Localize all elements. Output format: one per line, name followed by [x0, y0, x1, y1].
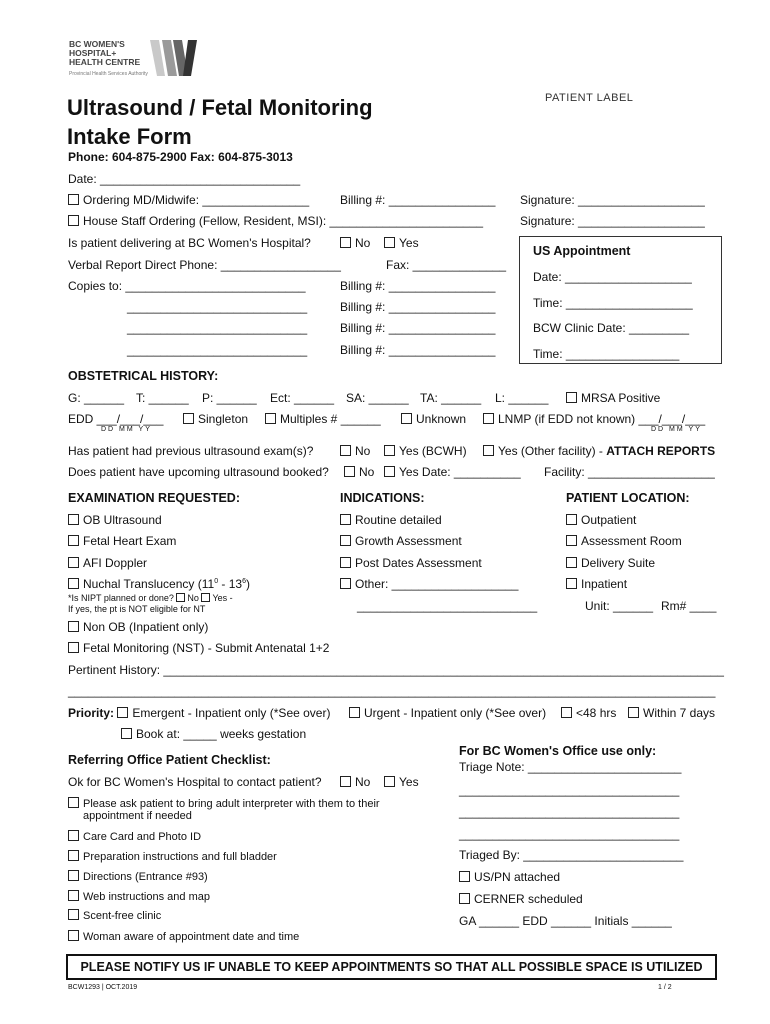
- prev-us-bcwh-label: Yes (BCWH): [399, 444, 467, 458]
- footer-notice: PLEASE NOTIFY US IF UNABLE TO KEEP APPOINTMENTS SO THAT ALL POSSIBLE SPACE IS UTILIZED: [66, 954, 717, 980]
- singleton-label: Singleton: [198, 412, 249, 426]
- signature-2[interactable]: Signature: ___________________: [520, 214, 705, 228]
- cerner-checkbox[interactable]: [459, 893, 470, 904]
- title-line1: Ultrasound / Fetal Monitoring: [67, 95, 373, 120]
- non-ob-label: Non OB (Inpatient only): [83, 620, 209, 634]
- directions-label: Directions (Entrance #93): [83, 871, 208, 883]
- copies-line-2[interactable]: ___________________________: [127, 321, 308, 335]
- fetal-heart-checkbox[interactable]: [68, 535, 79, 546]
- clinic-date-field[interactable]: BCW Clinic Date: _________: [533, 321, 690, 335]
- page-number: 1 / 2: [658, 984, 672, 991]
- other-indication-line[interactable]: ___________________________: [357, 599, 538, 613]
- prev-us-bcwh-checkbox[interactable]: [384, 445, 395, 456]
- delivering-no-label: No: [355, 236, 371, 250]
- referring-checklist-heading: Referring Office Patient Checklist:: [68, 753, 271, 767]
- facility-field[interactable]: Facility: ___________________: [544, 465, 715, 479]
- triage-note-field[interactable]: Triage Note: _______________________: [459, 760, 682, 774]
- delivery-suite-label: Delivery Suite: [581, 556, 656, 570]
- within7-label: Within 7 days: [643, 706, 716, 720]
- us-appointment-title: US Appointment: [533, 244, 631, 258]
- signature-1[interactable]: Signature: ___________________: [520, 193, 705, 207]
- multiples-checkbox[interactable]: [265, 413, 276, 424]
- delivering-yes-checkbox[interactable]: [384, 237, 395, 248]
- upcoming-no-checkbox[interactable]: [344, 466, 355, 477]
- prev-us-no-label: No: [355, 444, 371, 458]
- afi-doppler-label: AFI Doppler: [83, 556, 148, 570]
- prev-us-no-checkbox[interactable]: [340, 445, 351, 456]
- lt48-label: <48 hrs: [576, 706, 617, 720]
- book-at-checkbox[interactable]: [121, 728, 132, 739]
- billing-3[interactable]: Billing #: ________________: [340, 300, 496, 314]
- growth-assessment-label: Growth Assessment: [355, 534, 462, 548]
- triaged-by-field[interactable]: Triaged By: ________________________: [459, 848, 684, 862]
- book-at-field[interactable]: Book at: _____ weeks gestation: [136, 727, 307, 741]
- logo-tagline: Provincial Health Services Authority: [69, 71, 148, 77]
- inpatient-checkbox[interactable]: [566, 578, 577, 589]
- attach-reports-label: ATTACH REPORTS: [606, 444, 716, 458]
- scent-free-label: Scent-free clinic: [83, 910, 162, 922]
- mrsa-checkbox[interactable]: [566, 392, 577, 403]
- us-pn-label: US/PN attached: [474, 870, 561, 884]
- routine-detailed-checkbox[interactable]: [340, 514, 351, 525]
- growth-assessment-checkbox[interactable]: [340, 535, 351, 546]
- title-line2: Intake Form: [67, 124, 192, 149]
- logo-line2: HOSPITAL+: [69, 48, 117, 58]
- edd-field[interactable]: EDD ___/___/___: [68, 412, 164, 426]
- room-field[interactable]: Rm# ____: [661, 599, 717, 613]
- nipt-no-label: No: [187, 593, 199, 603]
- l-field[interactable]: L: ______: [495, 391, 549, 405]
- nipt-yes-label: Yes -: [212, 593, 233, 603]
- mrsa-label: MRSA Positive: [581, 391, 661, 405]
- unit-field[interactable]: Unit: ______: [585, 599, 654, 613]
- nipt-note: If yes, the pt is NOT eligible for NT: [68, 604, 206, 614]
- other-indication-field[interactable]: Other: ___________________: [355, 577, 519, 591]
- prev-us-other-label: Yes (Other facility) -: [498, 444, 607, 458]
- page-title: [67, 93, 373, 151]
- examination-requested-heading: EXAMINATION REQUESTED:: [68, 491, 240, 505]
- ta-field[interactable]: TA: ______: [420, 391, 482, 405]
- contact-no-label: No: [355, 775, 371, 789]
- logo-line3: HEALTH CENTRE: [69, 57, 141, 67]
- multiples-field[interactable]: Multiples # ______: [280, 412, 381, 426]
- lnmp-field[interactable]: LNMP (if EDD not known) ___/___/___: [498, 412, 706, 426]
- us-time-field[interactable]: Time: ___________________: [533, 296, 693, 310]
- patient-label: PATIENT LABEL: [545, 92, 634, 104]
- preparation-label: Preparation instructions and full bladder: [83, 851, 277, 863]
- copies-line-3[interactable]: ___________________________: [127, 343, 308, 357]
- web-instructions-checkbox[interactable]: [68, 890, 79, 901]
- nipt-yes-checkbox[interactable]: [201, 593, 210, 602]
- billing-4[interactable]: Billing #: ________________: [340, 321, 496, 335]
- t-field[interactable]: T: ______: [136, 391, 189, 405]
- woman-aware-checkbox[interactable]: [68, 930, 79, 941]
- scent-free-checkbox[interactable]: [68, 909, 79, 920]
- unknown-checkbox[interactable]: [401, 413, 412, 424]
- fetal-monitoring-label: Fetal Monitoring (NST) - Submit Antenatal 1+2: [83, 641, 330, 655]
- preparation-checkbox[interactable]: [68, 850, 79, 861]
- pertinent-history-line[interactable]: _________________________________________________________________________________________________: [68, 684, 716, 698]
- care-card-checkbox[interactable]: [68, 830, 79, 841]
- us-appointment-box: [519, 236, 722, 364]
- contact-yes-checkbox[interactable]: [384, 776, 395, 787]
- us-pn-checkbox[interactable]: [459, 871, 470, 882]
- edd-date-hint: DD MM YY: [101, 426, 152, 433]
- care-card-label: Care Card and Photo ID: [83, 831, 202, 843]
- verbal-phone-field[interactable]: Verbal Report Direct Phone: __________________: [68, 258, 341, 272]
- upcoming-us-question: Does patient have upcoming ultrasound booked?: [68, 465, 329, 479]
- interpreter-checkbox[interactable]: [68, 797, 79, 808]
- directions-checkbox[interactable]: [68, 870, 79, 881]
- office-use-heading: For BC Women's Office use only:: [459, 744, 657, 758]
- priority-label: Priority:: [68, 706, 115, 720]
- cerner-label: CERNER scheduled: [474, 892, 583, 906]
- urgent-checkbox[interactable]: [349, 707, 360, 718]
- ect-field[interactable]: Ect: ______: [270, 391, 335, 405]
- fetal-monitoring-checkbox[interactable]: [68, 642, 79, 653]
- lnmp-checkbox[interactable]: [483, 413, 494, 424]
- logo-w-icon: [150, 40, 198, 76]
- within7-checkbox[interactable]: [628, 707, 639, 718]
- sa-field[interactable]: SA: ______: [346, 391, 409, 405]
- obstetrical-history-heading: OBSTETRICAL HISTORY:: [68, 369, 219, 383]
- upcoming-yes-date-field[interactable]: Yes Date: __________: [399, 465, 521, 479]
- us-date-field[interactable]: Date: ___________________: [533, 270, 692, 284]
- assessment-room-label: Assessment Room: [581, 534, 682, 548]
- emergent-checkbox[interactable]: [117, 707, 128, 718]
- form-code: BCW1293 | OCT.2019: [68, 984, 138, 991]
- fax-field[interactable]: Fax: ______________: [386, 258, 507, 272]
- outpatient-label: Outpatient: [581, 513, 637, 527]
- delivering-yes-label: Yes: [399, 236, 419, 250]
- afi-doppler-checkbox[interactable]: [68, 557, 79, 568]
- delivering-question: Is patient delivering at BC Women's Hospital?: [68, 236, 311, 250]
- fetal-heart-label: Fetal Heart Exam: [83, 534, 177, 548]
- singleton-checkbox[interactable]: [183, 413, 194, 424]
- other-indication-checkbox[interactable]: [340, 578, 351, 589]
- routine-detailed-label: Routine detailed: [355, 513, 442, 527]
- copies-field[interactable]: Copies to: ___________________________: [68, 279, 306, 293]
- previous-us-question: Has patient had previous ultrasound exam(s)?: [68, 444, 314, 458]
- urgent-label: Urgent - Inpatient only (*See over): [364, 706, 547, 720]
- p-field[interactable]: P: ______: [202, 391, 257, 405]
- contact-no-checkbox[interactable]: [340, 776, 351, 787]
- copies-line-1[interactable]: ___________________________: [127, 300, 308, 314]
- ordering-field[interactable]: Ordering MD/Midwife: ________________: [83, 193, 310, 207]
- logo-line1: BC WOMEN'S: [69, 39, 125, 49]
- house-staff-checkbox[interactable]: [68, 215, 79, 226]
- ok-contact-question: Ok for BC Women's Hospital to contact patient?: [68, 775, 322, 789]
- prev-us-other-checkbox[interactable]: [483, 445, 494, 456]
- interpreter-label-2: appointment if needed: [83, 810, 192, 822]
- patient-location-heading: PATIENT LOCATION:: [566, 491, 690, 505]
- delivering-no-checkbox[interactable]: [340, 237, 351, 248]
- delivery-suite-checkbox[interactable]: [566, 557, 577, 568]
- ob-ultrasound-checkbox[interactable]: [68, 514, 79, 525]
- billing-5[interactable]: Billing #: ________________: [340, 343, 496, 357]
- woman-aware-label: Woman aware of appointment date and time: [83, 931, 300, 943]
- phone-fax: Phone: 604-875-2900 Fax: 604-875-3013: [68, 150, 293, 164]
- unknown-label: Unknown: [416, 412, 467, 426]
- us-time2-field[interactable]: Time: _________________: [533, 347, 680, 361]
- triage-line-3[interactable]: _________________________________: [459, 827, 680, 841]
- web-instructions-label: Web instructions and map: [83, 891, 210, 903]
- lnmp-date-hint: DD MM YY: [651, 426, 702, 433]
- post-dates-label: Post Dates Assessment: [355, 556, 482, 570]
- ordering-checkbox[interactable]: [68, 194, 79, 205]
- contact-yes-label: Yes: [399, 775, 419, 789]
- g-field[interactable]: G: ______: [68, 391, 125, 405]
- indications-heading: INDICATIONS:: [340, 491, 425, 505]
- nuchal-label: Nuchal Translucency $(11^0 - 13^6)$: [83, 577, 251, 591]
- nuchal-checkbox[interactable]: [68, 578, 79, 589]
- nipt-no-checkbox[interactable]: [176, 593, 185, 602]
- pertinent-history-field[interactable]: Pertinent History: ____________________________________________________________________________________: [68, 663, 724, 677]
- outpatient-checkbox[interactable]: [566, 514, 577, 525]
- emergent-label: Emergent - Inpatient only (*See over): [132, 706, 331, 720]
- post-dates-checkbox[interactable]: [340, 557, 351, 568]
- upcoming-no-label: No: [359, 465, 375, 479]
- assessment-room-checkbox[interactable]: [566, 535, 577, 546]
- logo-text: [69, 40, 140, 67]
- non-ob-checkbox[interactable]: [68, 621, 79, 632]
- upcoming-yes-checkbox[interactable]: [384, 466, 395, 477]
- date-field[interactable]: Date: ______________________________: [68, 172, 301, 186]
- lt48-checkbox[interactable]: [561, 707, 572, 718]
- nipt-question: *Is NIPT planned or done?: [68, 593, 174, 603]
- inpatient-label: Inpatient: [581, 577, 628, 591]
- house-staff-field[interactable]: House Staff Ordering (Fellow, Resident, MSI): _______________________: [83, 214, 484, 228]
- interpreter-label: Please ask patient to bring adult interpreter with them to their: [83, 798, 380, 810]
- billing-1[interactable]: Billing #: ________________: [340, 193, 496, 207]
- billing-2[interactable]: Billing #: ________________: [340, 279, 496, 293]
- ob-ultrasound-label: OB Ultrasound: [83, 513, 162, 527]
- triage-line-2[interactable]: _________________________________: [459, 805, 680, 819]
- ga-edd-initials-field[interactable]: GA ______ EDD ______ Initials ______: [459, 914, 672, 928]
- triage-line-1[interactable]: _________________________________: [459, 783, 680, 797]
